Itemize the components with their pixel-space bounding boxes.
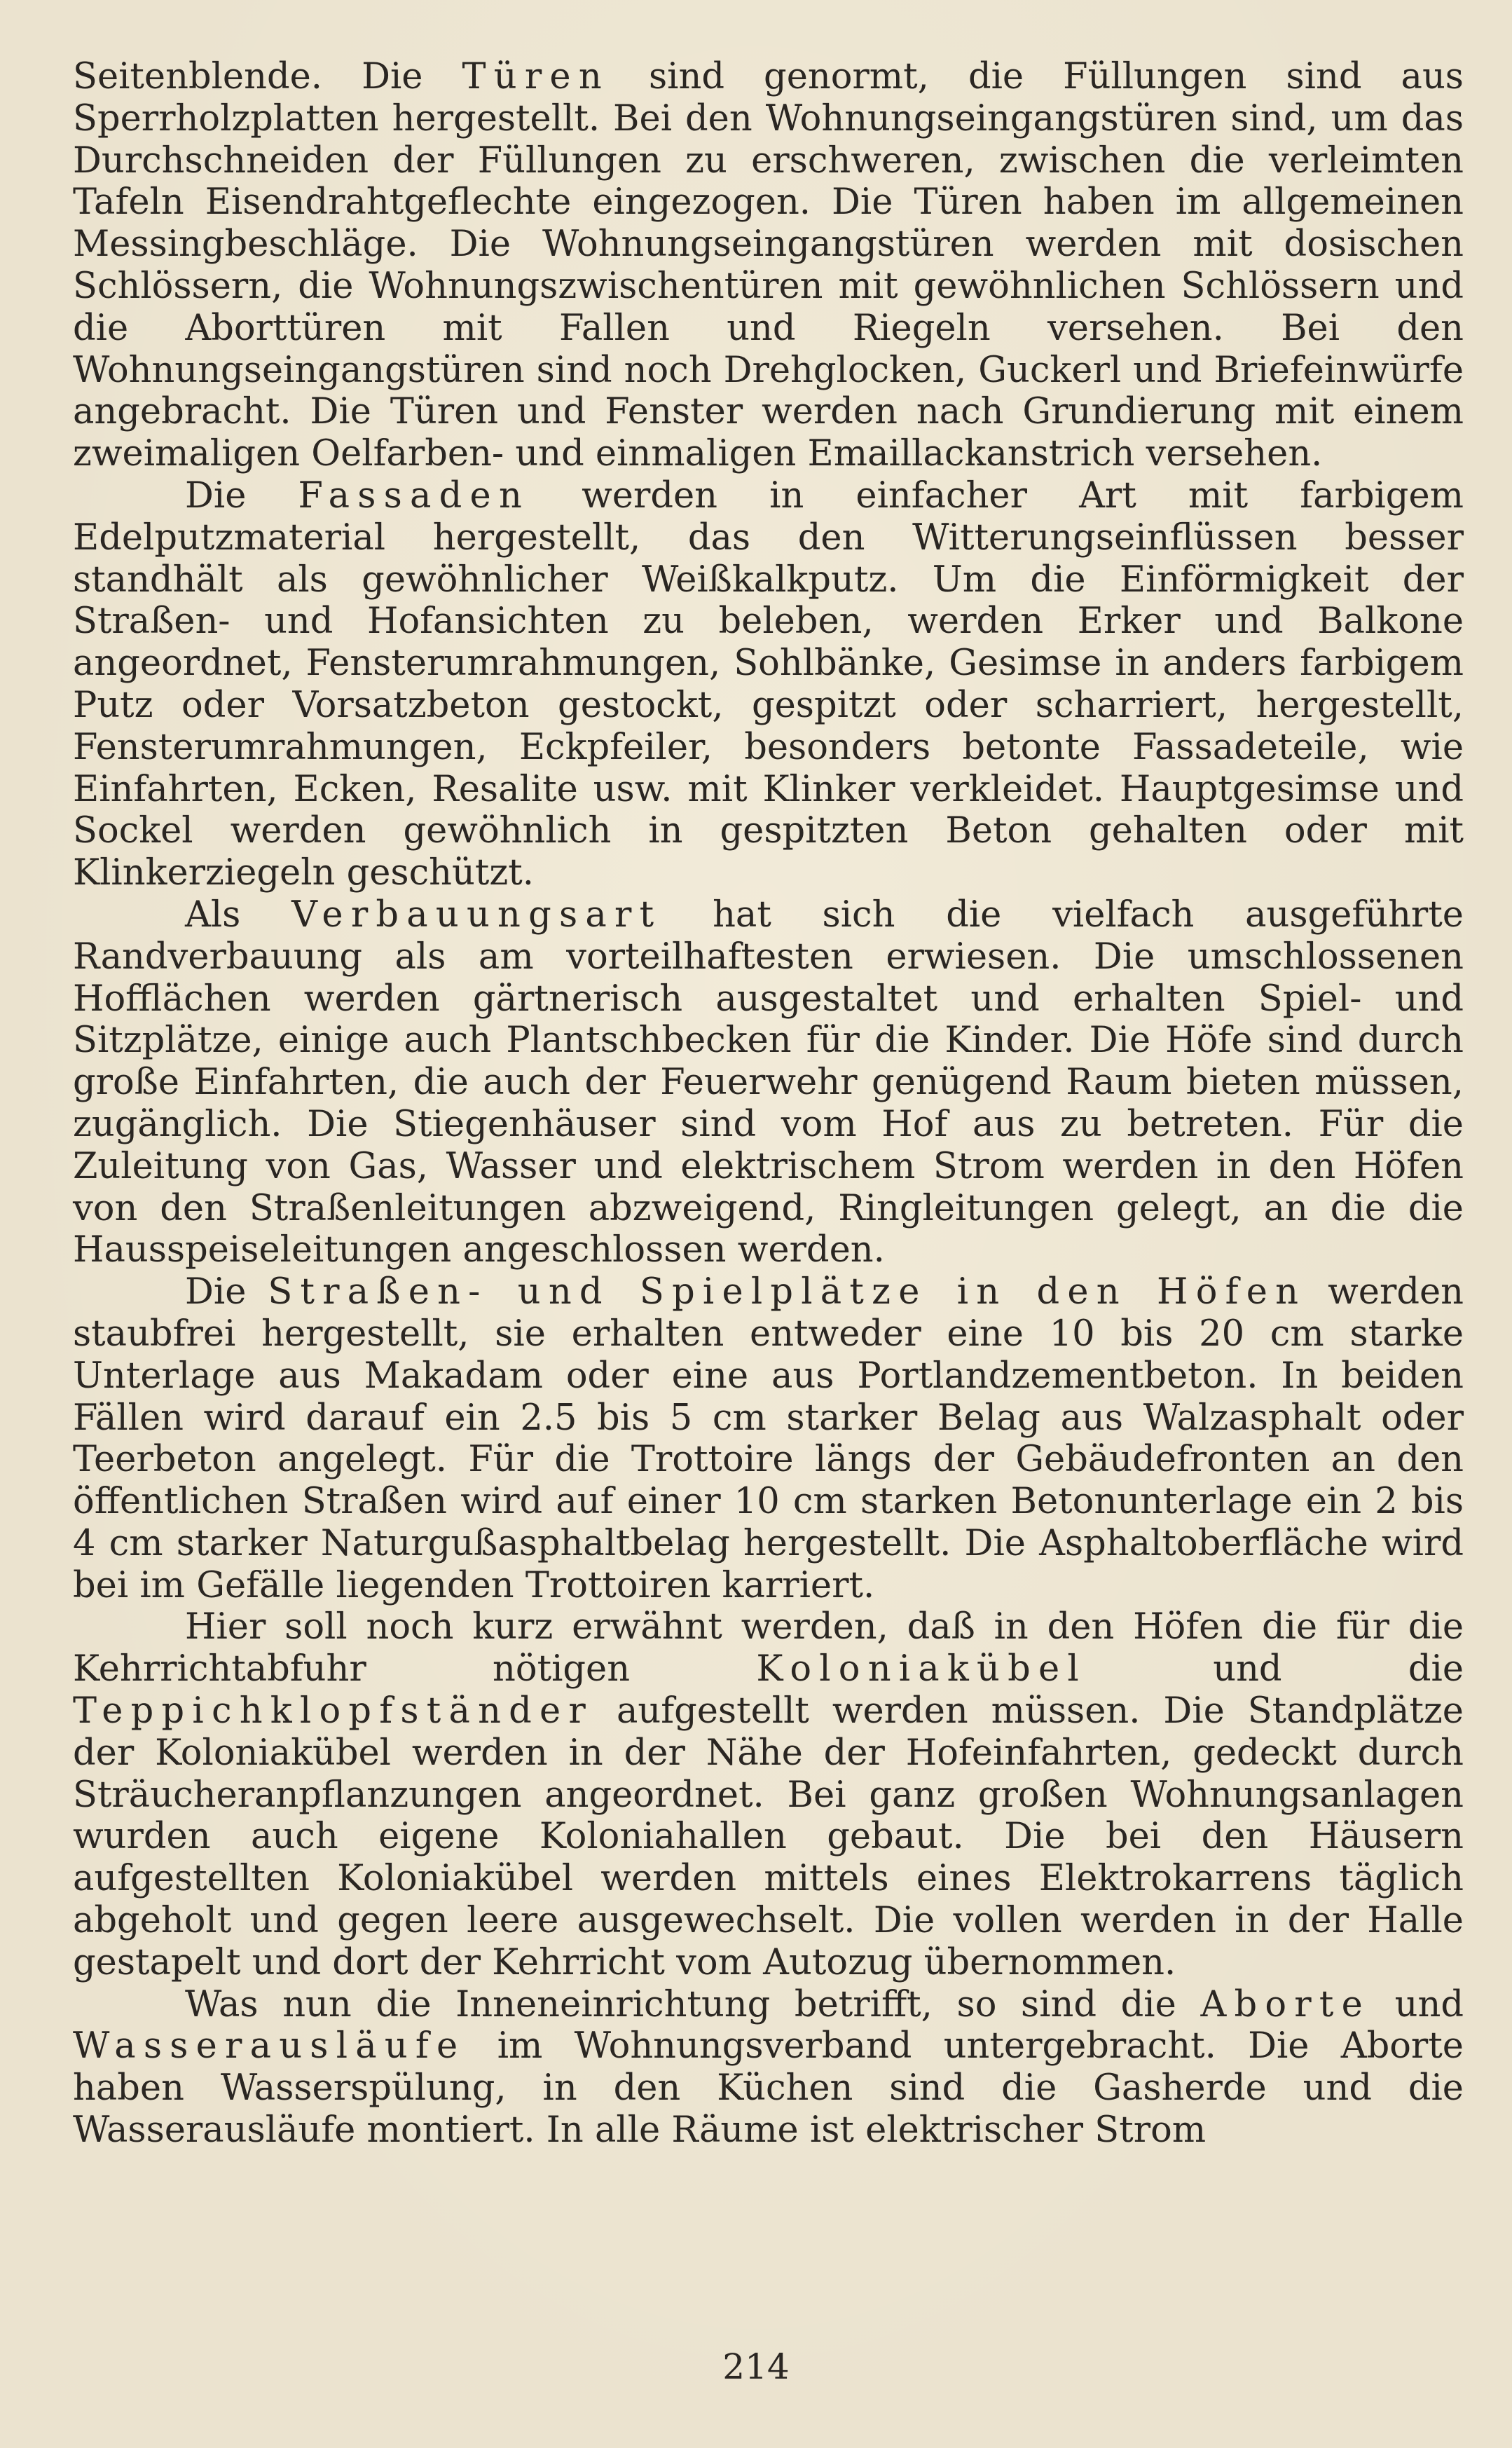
page-number: 214 bbox=[722, 2346, 790, 2387]
text-run: Als bbox=[185, 894, 292, 936]
spaced-term: Teppichklopfständer bbox=[73, 1690, 594, 1732]
paragraph-courtyard-surfaces bbox=[73, 1271, 1464, 1606]
spaced-term: Koloniakübel bbox=[756, 1648, 1087, 1690]
text-run: Die bbox=[185, 1271, 268, 1313]
text-run: werden staubfrei hergestellt, sie erhalten entweder eine 10 bis 20 cm starke Unterlage aus Makadam oder eine aus Portlandzementbeton. In beiden Fällen wird darauf ein 2.5 bis 5 cm starker Belag aus Walzasphalt oder Teerbeton angelegt. Für die Trottoire längs der Gebäudefronten an den öffentlichen Straßen wird auf einer 10 cm starken Betonunterlage ein 2 bis 4 cm starker Naturgußasphaltbelag hergestellt. Die Asphaltoberfläche wird bei im Gefälle liegenden Trottoiren karriert. bbox=[73, 1271, 1464, 1606]
spaced-term: Türen bbox=[462, 56, 610, 97]
text-run: Die bbox=[185, 474, 298, 517]
text-run: werden in einfacher Art mit farbigem Edelputzmaterial hergestellt, das den Witterungseinflüssen besser standhält als gewöhnlicher Weißkalkputz. Um die Einförmigkeit der Straßen- und Hofansichten zu beleben, werden Erker und Balkone angeordnet, Fensterumrahmungen, Sohlbänke, Gesimse in anders farbigem Putz oder Vorsatzbeton gestockt, gespitzt oder scharriert, hergestellt, Fensterumrahmungen, Eckpfeiler, besonders betonte Fassadeteile, wie Einfahrten, Ecken, Resalite usw. mit Klinker verkleidet. Hauptgesimse und Sockel werden gewöhnlich in gespitzten Beton gehalten oder mit Klinkerziegeln geschützt. bbox=[73, 474, 1464, 894]
text-run: und die bbox=[1086, 1648, 1464, 1690]
text-run: und bbox=[1370, 1983, 1464, 2025]
body-text bbox=[73, 56, 1464, 2152]
text-run: Was nun die Inneneinrichtung betrifft, so sind die bbox=[185, 1983, 1201, 2025]
paragraph-building-layout bbox=[73, 894, 1464, 1271]
text-run: sind genormt, die Füllungen sind aus Sperrholzplatten hergestellt. Bei den Wohnungseingangstüren sind, um das Durchschneiden der Füllungen zu erschweren, zwischen die verleimten Tafeln Eisendrahtgeflechte eingezogen. Die Türen haben im allgemeinen Messingbeschläge. Die Wohnungseingangstüren werden mit dosischen Schlössern, die Wohnungszwischentüren mit gewöhnlichen Schlössern und die Aborttüren mit Fallen und Riegeln versehen. Bei den Wohnungseingangstüren sind noch Drehglocken, Guckerl und Briefeinwürfe angebracht. Die Türen und Fenster werden nach Grundierung mit einem zweimaligen Oelfarben- und einmaligen Emaillackanstrich versehen. bbox=[73, 56, 1464, 475]
text-run: aufgestellt werden müssen. Die Standplätze der Koloniakübel werden in der Nähe der Hofeinfahrten, gedeckt durch Sträucheranpflanzungen angeordnet. Bei ganz großen Wohnungsanlagen wurden auch eigene Koloniahallen gebaut. Die bei den Häusern aufgestellten Koloniakübel werden mittels eines Elektrokarrens täglich abgeholt und gegen leere ausgewechselt. Die vollen werden in der Halle gestapelt und dort der Kehrricht vom Autozug übernommen. bbox=[73, 1690, 1464, 1983]
spaced-term: Verbauungsart bbox=[291, 894, 662, 936]
text-run: hat sich die vielfach ausgeführte Randverbauung als am vorteilhaftesten erwiesen. Die umschlossenen Hofflächen werden gärtnerisch ausgestaltet und erhalten Spiel- und Sitzplätze, einige auch Plantschbecken für die Kinder. Die Höfe sind durch große Einfahrten, die auch der Feuerwehr genügend Raum bieten müssen, zugänglich. Die Stiegenhäuser sind vom Hof aus zu betreten. Für die Zuleitung von Gas, Wasser und elektrischem Strom werden in den Höfen von den Straßenleitungen abzweigend, Ringleitungen gelegt, an die die Hausspeiseleitungen angeschlossen werden. bbox=[73, 894, 1464, 1271]
paragraph-doors bbox=[73, 56, 1464, 475]
spaced-term: Aborte bbox=[1200, 1983, 1370, 2025]
paragraph-facades bbox=[73, 475, 1464, 894]
paragraph-waste-bins bbox=[73, 1606, 1464, 1983]
spaced-term: Straßen- und Spielplätze in den Höfen bbox=[268, 1271, 1307, 1313]
spaced-term: Wasserausläufe bbox=[73, 2025, 466, 2067]
paragraph-interior bbox=[73, 1984, 1464, 2152]
text-run: im Wohnungsverband untergebracht. Die Aborte haben Wasserspülung, in den Küchen sind die Gasherde und die Wasserausläufe montiert. In alle Räume ist elektrischer Strom bbox=[73, 2025, 1464, 2152]
text-run: Hier soll noch kurz erwähnt werden, daß in den Höfen die für die Kehrrichtabfuhr nötigen bbox=[73, 1606, 1464, 1690]
text-run: Seitenblende. Die bbox=[73, 56, 462, 97]
spaced-term: Fassaden bbox=[298, 474, 530, 517]
